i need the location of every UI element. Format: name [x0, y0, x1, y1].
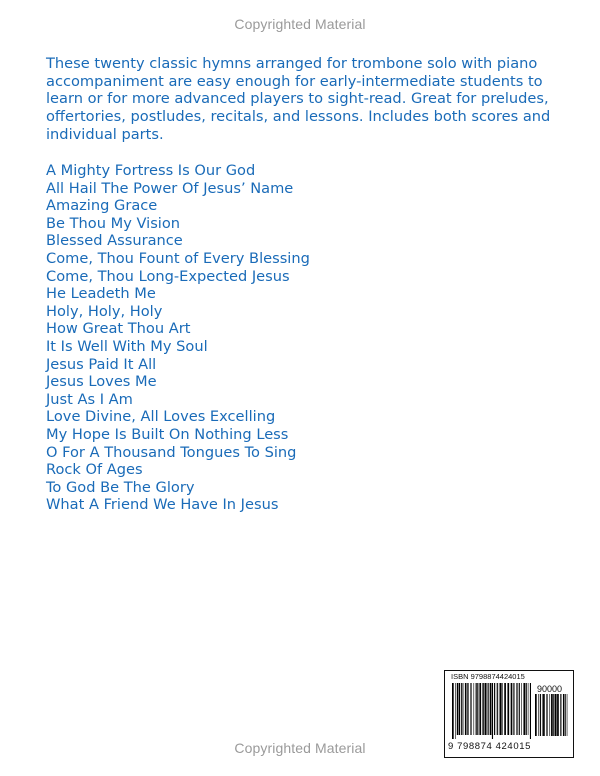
hymn-title: How Great Thou Art — [46, 320, 191, 338]
barcode-addon-bars — [535, 694, 568, 740]
watermark-top: Copyrighted Material — [234, 16, 366, 32]
hymn-title: O For A Thousand Tongues To Sing — [46, 443, 297, 461]
hymn-title: All Hail The Power Of Jesus’ Name — [46, 179, 294, 197]
hymn-title: He Leadeth Me — [46, 285, 156, 303]
hymn-title: Jesus Paid It All — [46, 355, 157, 373]
watermark-bottom: Copyrighted Material — [234, 740, 366, 756]
hymn-title: Be Thou My Vision — [46, 214, 181, 232]
hymn-title: Love Divine, All Loves Excelling — [46, 408, 276, 426]
hymn-title: Amazing Grace — [46, 197, 158, 215]
price-code: 90000 — [537, 684, 563, 694]
hymn-title: Blessed Assurance — [46, 232, 183, 250]
hymn-title: Come, Thou Long-Expected Jesus — [46, 267, 290, 285]
hymn-list — [46, 162, 310, 514]
hymn-title: What A Friend We Have In Jesus — [46, 496, 279, 514]
hymn-title: Just As I Am — [46, 390, 133, 408]
hymn-title: Holy, Holy, Holy — [46, 302, 163, 320]
hymn-title: To God Be The Glory — [46, 478, 195, 496]
barcode-main-bars — [452, 683, 531, 739]
hymn-title: My Hope Is Built On Nothing Less — [46, 425, 289, 443]
hymn-title: A Mighty Fortress Is Our God — [46, 162, 256, 179]
hymn-title: Rock Of Ages — [46, 461, 143, 479]
hymn-title: It Is Well With My Soul — [46, 337, 208, 355]
hymn-title: Come, Thou Fount of Every Blessing — [46, 249, 310, 267]
hymn-title: Jesus Loves Me — [46, 373, 157, 391]
isbn-label: ISBN 9798874424015 — [451, 672, 525, 681]
barcode-digits: 9 798874 424015 — [448, 741, 531, 752]
book-description: These twenty classic hymns arranged for trombone solo with piano accompaniment are easy enough for early-intermediate students to learn or for more advanced players to sight-read. Great for preludes, offertories, postludes, recitals, and lessons. Includes both scores and individual parts. — [46, 55, 551, 143]
